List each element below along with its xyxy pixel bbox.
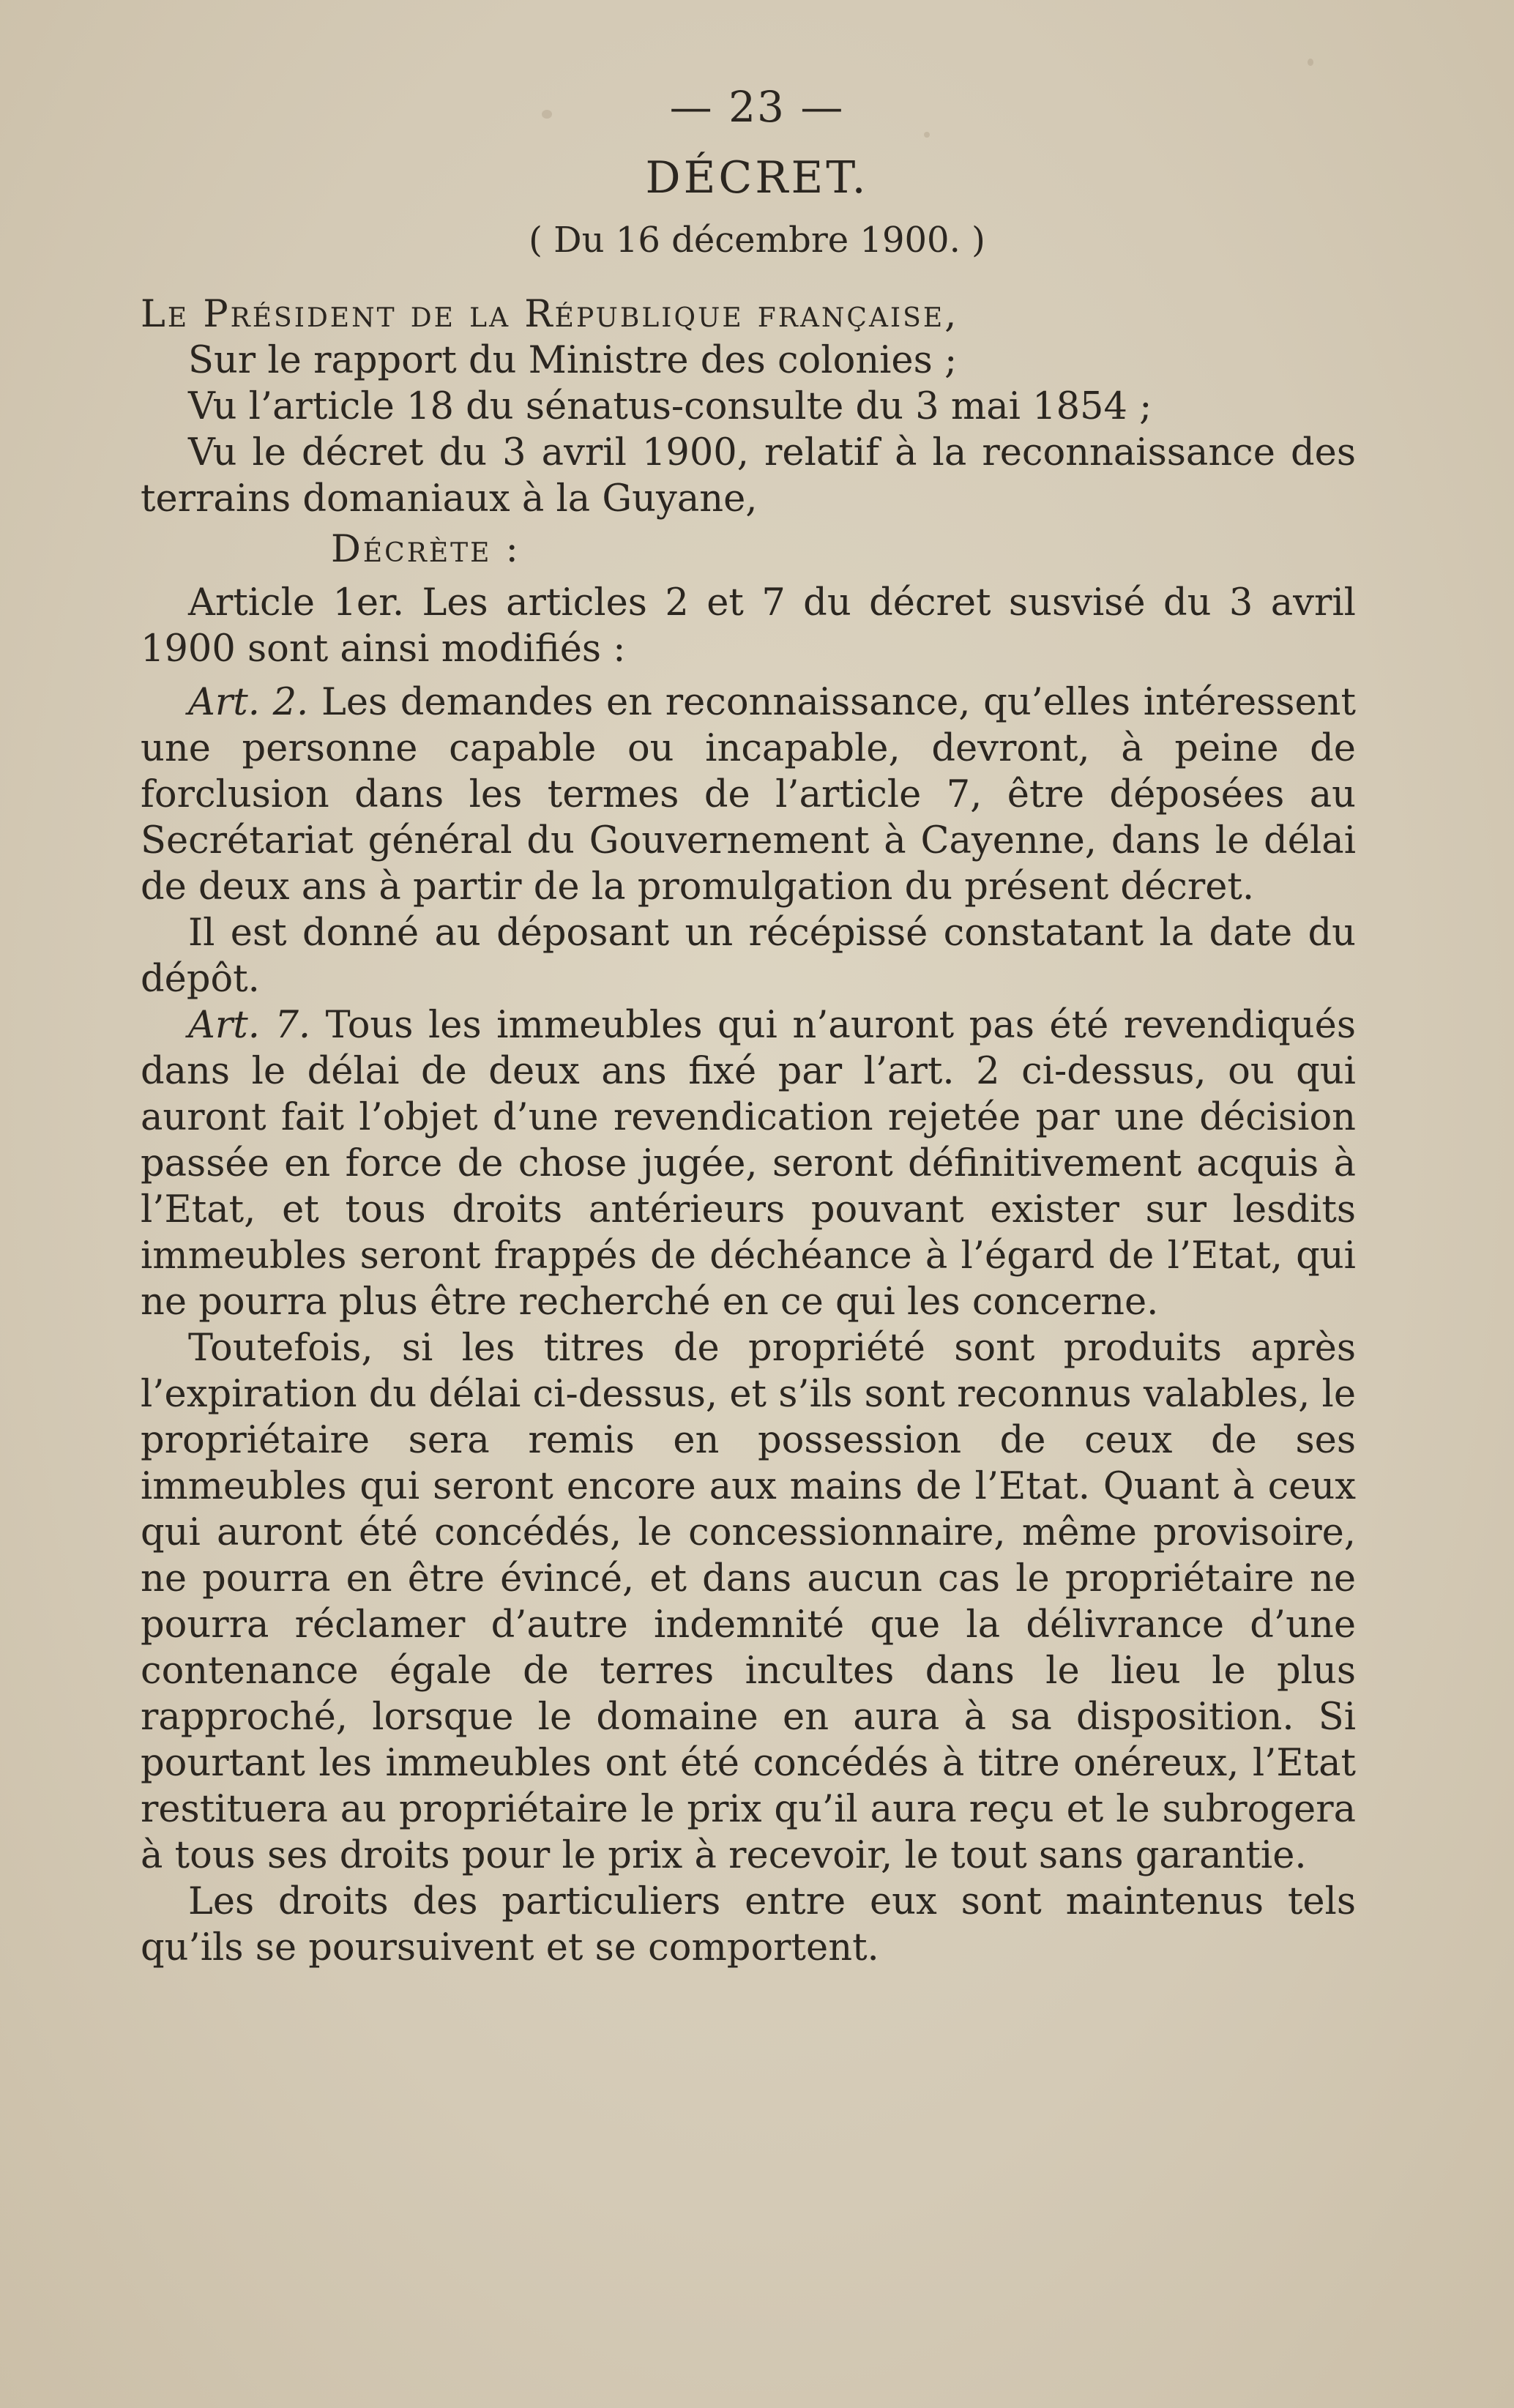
decree-title: DÉCRET. xyxy=(645,152,869,204)
consideration-line: Vu l’article 18 du sénatus-consulte du 3 mai 1854 ; xyxy=(188,385,1152,428)
article-7-label: Art. 7. xyxy=(188,1004,311,1047)
article-1: Article 1er. Les articles 2 et 7 du décret susvisé du 3 avril 1900 sont ainsi modifiés : xyxy=(141,581,1356,671)
decrete-heading: Décrète : xyxy=(331,528,521,571)
issuer-line: Le Président de la République française, xyxy=(141,293,959,336)
article-2-text: Les demandes en reconnaissance, qu’elles intéressent une personne capable ou incapable, devront, à peine de forclusion dans les termes de l’article 7, être déposées au Secrétariat général du Gouvernement à Cayenne, dans le délai de deux ans à partir de la promulgation du présent décret. xyxy=(141,681,1356,909)
article-7-paragraph-3: Les droits des particuliers entre eux sont maintenus tels qu’ils se poursuivent et se comportent. xyxy=(141,1880,1356,1969)
article-2 xyxy=(141,679,1356,910)
paper-stain xyxy=(1308,59,1313,66)
paper-stain xyxy=(924,132,930,138)
article-2-paragraph-2: Il est donné au déposant un récépissé constatant la date du dépôt. xyxy=(141,912,1356,1001)
article-7-paragraph-2: Toutefois, si les titres de propriété sont produits après l’expiration du délai ci-dessus, et s’ils sont reconnus valables, le propriétaire sera remis en possession de ceux de ses immeubles qui seront encore aux mains de l’Etat. Quant à ceux qui auront été concédés, le concessionnaire, même provisoire, ne pourra en être évincé, et dans aucun cas le propriétaire ne pourra réclamer d’autre indemnité que la délivrance d’une contenance égale de terres incultes dans le lieu le plus rapproché, lorsque le domaine en aura à sa disposition. Si pourtant les immeubles ont été concédés à titre onéreux, l’Etat restituera au propriétaire le prix qu’il aura reçu et le subrogera à tous ses droits pour le prix à recevoir, le tout sans garantie. xyxy=(141,1327,1356,1877)
consideration-line: Vu le décret du 3 avril 1900, relatif à la reconnaissance des terrains domaniaux à la Guyane, xyxy=(141,431,1356,521)
article-7-text: Tous les immeubles qui n’auront pas été revendiqués dans le délai de deux ans fixé par l’art. 2 ci-dessus, ou qui auront fait l’objet d’une revendication rejetée par une décision passée en force de chose jugée, seront définitivement acquis à l’Etat, et tous droits antérieurs pouvant exister sur lesdits immeubles seront frappés de déchéance à l’égard de l’Etat, qui ne pourra plus être recherché en ce qui les concerne. xyxy=(141,1004,1356,1324)
article-7 xyxy=(141,1002,1356,1325)
page-number: — 23 — xyxy=(669,82,845,132)
article-2-label: Art. 2. xyxy=(188,681,309,724)
consideration-line: Sur le rapport du Ministre des colonies ; xyxy=(188,339,958,382)
decree-date: ( Du 16 décembre 1900. ) xyxy=(529,220,985,261)
articles xyxy=(141,580,1356,1971)
decree-body xyxy=(141,291,1356,1971)
